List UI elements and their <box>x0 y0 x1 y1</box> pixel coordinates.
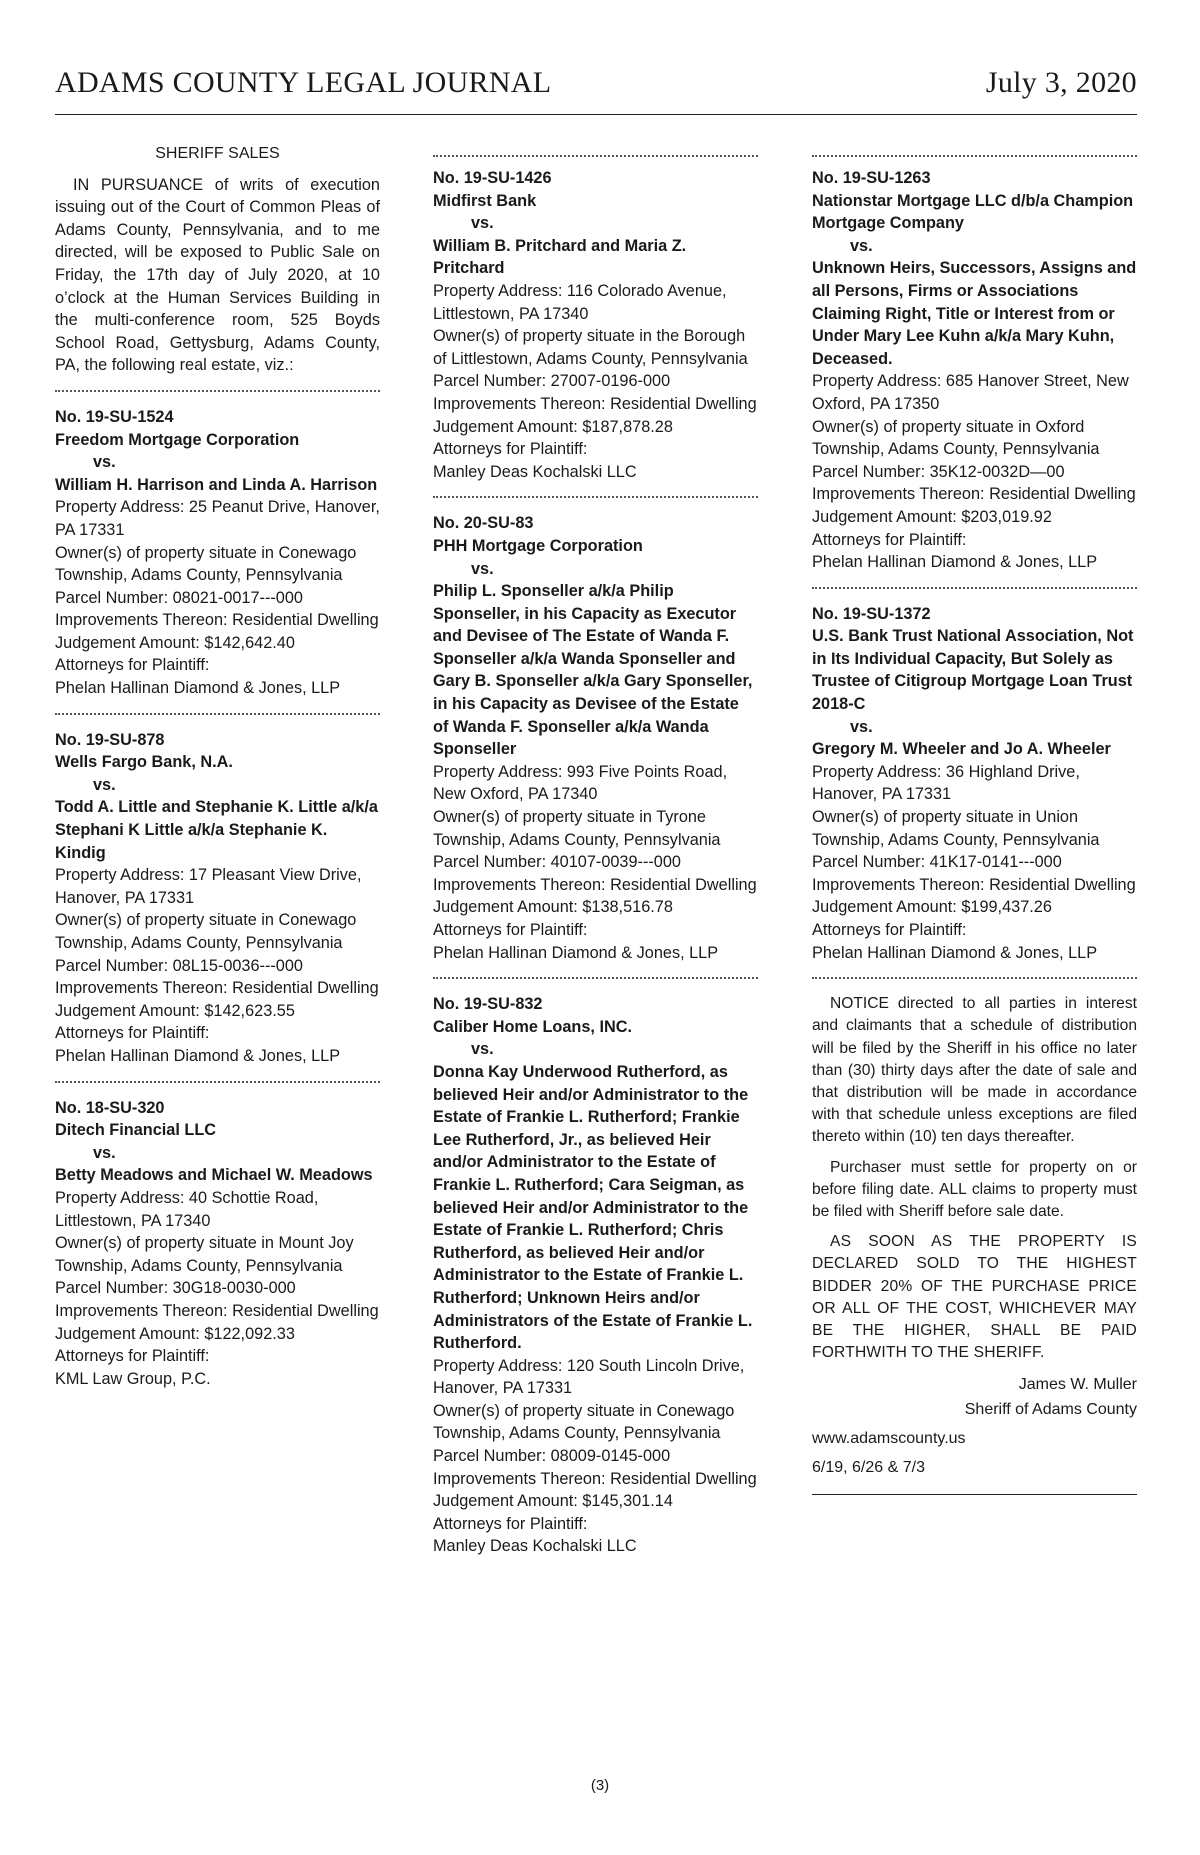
defendant: Gregory M. Wheeler and Jo A. Wheeler <box>812 740 1111 759</box>
case-number: No. 19-SU-832 <box>433 995 543 1014</box>
journal-title: ADAMS COUNTY LEGAL JOURNAL <box>55 66 552 99</box>
versus: vs. <box>93 775 116 794</box>
notice-settlement: Purchaser must settle for property on or before filing date. ALL claims to property must be filed with Sheriff before sale date. <box>812 1158 1137 1221</box>
judgement-amount: Judgement Amount: $142,623.55 <box>55 1001 295 1020</box>
versus: vs. <box>93 453 116 472</box>
plaintiff: Freedom Mortgage Corporation <box>55 430 300 449</box>
versus: vs. <box>850 236 873 255</box>
intro-paragraph: IN PURSUANCE of writs of execution issuing out of the Court of Common Pleas of Adams County, Pennsylvania, and to me directed, will be exposed to Public Sale on Friday, the 17th day of July 2020, at 10 o’clock at the Human Services Building in the multi-conference room, 525 Boyds School Road, Gettysburg, Adams County, PA, the following real estate, viz.: <box>55 175 380 375</box>
publication-dates: 6/19, 6/26 & 7/3 <box>812 1459 925 1477</box>
parcel-number: Parcel Number: 41K17-0141---000 <box>812 853 1062 872</box>
versus: vs. <box>850 717 873 736</box>
improvements: Improvements Thereon: Residential Dwelling <box>812 485 1136 504</box>
column-left <box>55 143 380 1390</box>
case-entry <box>433 993 758 1558</box>
attorneys: Manley Deas Kochalski LLC <box>433 462 637 481</box>
defendant: Todd A. Little and Stephanie K. Little a/k/a Stephani K Little a/k/a Stephanie K. Kindig <box>55 798 378 862</box>
parcel-number: Parcel Number: 40107-0039---000 <box>433 853 681 872</box>
property-address: Property Address: 36 Highland Drive, Hanover, PA 17331 <box>812 762 1080 804</box>
dotted-divider <box>55 390 380 392</box>
attorneys: Phelan Hallinan Diamond & Jones, LLP <box>55 679 341 698</box>
attorneys: KML Law Group, P.C. <box>55 1369 211 1388</box>
attorneys-label: Attorneys for Plaintiff: <box>55 1024 210 1043</box>
parcel-number: Parcel Number: 30G18-0030-000 <box>55 1279 296 1298</box>
attorneys: Phelan Hallinan Diamond & Jones, LLP <box>812 943 1098 962</box>
case-entry <box>55 406 380 700</box>
versus: vs. <box>93 1143 116 1162</box>
defendant: Philip L. Sponseller a/k/a Philip Sponseller, in his Capacity as Executor and Devisee of The Estate of Wanda F. Sponseller a/k/a Wanda Sponseller and Gary B. Sponseller a/k/a Gary Sponseller, in his Capacity as Devisee of the Estate of Wanda F. Sponseller a/k/a Wanda Sponseller <box>433 582 753 759</box>
property-address: Property Address: 17 Pleasant View Drive, Hanover, PA 17331 <box>55 866 362 907</box>
plaintiff: Nationstar Mortgage LLC d/b/a Champion Mortgage Company <box>812 191 1134 233</box>
attorneys: Phelan Hallinan Diamond & Jones, LLP <box>812 553 1098 572</box>
judgement-amount: Judgement Amount: $122,092.33 <box>55 1324 295 1343</box>
case-entry <box>433 512 758 964</box>
attorneys-label: Attorneys for Plaintiff: <box>433 440 588 459</box>
improvements: Improvements Thereon: Residential Dwelling <box>433 394 757 413</box>
versus: vs. <box>471 1040 494 1059</box>
versus: vs. <box>471 559 494 578</box>
plaintiff: Midfirst Bank <box>433 191 537 210</box>
plaintiff: Wells Fargo Bank, N.A. <box>55 753 233 772</box>
owner-situate: Owner(s) of property situate in Conewago Township, Adams County, Pennsylvania <box>55 543 357 585</box>
notice-distribution: NOTICE directed to all parties in interest and claimants that a schedule of distribution will be filed by the Sheriff in his office no later than (30) thirty days after the date of sale and that distribution will be made in accordance with that schedule unless exceptions are filed thereto within (10) ten days thereafter. <box>812 995 1137 1146</box>
defendant: Unknown Heirs, Successors, Assigns and all Persons, Firms or Associations Claiming Right, Title or Interest from or Under Mary Lee Kuhn a/k/a Mary Kuhn, Deceased. <box>812 259 1137 368</box>
attorneys: Phelan Hallinan Diamond & Jones, LLP <box>55 1046 341 1065</box>
owner-situate: Owner(s) of property situate in Conewago Township, Adams County, Pennsylvania <box>55 911 357 952</box>
sheriff-title: Sheriff of Adams County <box>964 1401 1137 1419</box>
property-address: Property Address: 993 Five Points Road, New Oxford, PA 17340 <box>433 762 728 804</box>
notice-payment: AS SOON AS THE PROPERTY IS DECLARED SOLD TO THE HIGHEST BIDDER 20% OF THE PURCHASE PRICE OR ALL OF THE COST, WHICHEVER MAY BE THE HIGHER, SHALL BE PAID FORTHWITH TO THE SHERIFF. <box>812 1233 1137 1362</box>
case-number: No. 19-SU-1426 <box>433 169 552 187</box>
improvements: Improvements Thereon: Residential Dwelling <box>55 1301 379 1320</box>
dotted-divider <box>55 1081 380 1083</box>
improvements: Improvements Thereon: Residential Dwelling <box>433 875 757 894</box>
case-entry <box>433 167 758 483</box>
owner-situate: Owner(s) of property situate in Conewago Township, Adams County, Pennsylvania <box>433 1401 735 1443</box>
case-entry <box>55 729 380 1068</box>
attorneys-label: Attorneys for Plaintiff: <box>812 921 967 939</box>
dotted-divider <box>433 977 758 979</box>
attorneys-label: Attorneys for Plaintiff: <box>55 656 210 675</box>
plaintiff: Ditech Financial LLC <box>55 1121 217 1140</box>
parcel-number: Parcel Number: 08L15-0036---000 <box>55 956 303 975</box>
defendant: Donna Kay Underwood Rutherford, as believed Heir and/or Administrator to the Estate of Frankie L. Rutherford; Frankie Lee Rutherford, Jr., as believed Heir and/or Administrator to the Estate of Frankie L. Rutherford; Cara Seigman, as believed Heir and/or Administrator to the Estate of Frankie L. Rutherford; Chris Rutherford, as believed Heir and/or Administrator to the Estate of Frankie L. Rutherford; Unknown Heirs and/or Administrators of the Estate of Frankie L. Rutherford. <box>433 1062 753 1353</box>
defendant: William H. Harrison and Linda A. Harrison <box>55 475 378 494</box>
property-address: Property Address: 116 Colorado Avenue, Littlestown, PA 17340 <box>433 281 727 323</box>
case-number: No. 19-SU-1524 <box>55 407 174 426</box>
attorneys-label: Attorneys for Plaintiff: <box>55 1347 210 1366</box>
judgement-amount: Judgement Amount: $138,516.78 <box>433 898 673 917</box>
improvements: Improvements Thereon: Residential Dwelling <box>55 611 379 630</box>
case-number: No. 19-SU-1372 <box>812 604 931 623</box>
judgement-amount: Judgement Amount: $187,878.28 <box>433 417 673 436</box>
property-address: Property Address: 25 Peanut Drive, Hanover, PA 17331 <box>55 498 380 539</box>
dotted-divider <box>812 977 1137 979</box>
judgement-amount: Judgement Amount: $145,301.14 <box>433 1492 673 1511</box>
property-address: Property Address: 685 Hanover Street, New Oxford, PA 17350 <box>812 372 1129 413</box>
signature-block <box>812 1372 1137 1422</box>
case-number: No. 19-SU-1263 <box>812 169 931 187</box>
dotted-divider <box>433 155 758 157</box>
website: www.adamscounty.us <box>812 1430 966 1448</box>
judgement-amount: Judgement Amount: $199,437.26 <box>812 898 1052 917</box>
improvements: Improvements Thereon: Residential Dwelling <box>812 875 1136 894</box>
column-middle <box>433 155 758 1558</box>
column-right <box>812 155 1137 1495</box>
plaintiff: PHH Mortgage Corporation <box>433 536 643 555</box>
attorneys-label: Attorneys for Plaintiff: <box>812 530 967 549</box>
defendant: Betty Meadows and Michael W. Meadows <box>55 1166 373 1185</box>
judgement-amount: Judgement Amount: $142,642.40 <box>55 633 295 652</box>
owner-situate: Owner(s) of property situate in the Borough of Littlestown, Adams County, Pennsylvania <box>433 327 748 368</box>
case-entry <box>55 1097 380 1391</box>
versus: vs. <box>471 214 494 233</box>
attorneys: Phelan Hallinan Diamond & Jones, LLP <box>433 943 719 962</box>
judgement-amount: Judgement Amount: $203,019.92 <box>812 507 1052 526</box>
improvements: Improvements Thereon: Residential Dwelling <box>55 979 379 998</box>
case-number: No. 18-SU-320 <box>55 1098 165 1117</box>
attorneys-label: Attorneys for Plaintiff: <box>433 1514 588 1533</box>
owner-situate: Owner(s) of property situate in Union Township, Adams County, Pennsylvania <box>812 808 1100 849</box>
section-title: SHERIFF SALES <box>155 145 280 162</box>
plaintiff: U.S. Bank Trust National Association, Not in Its Individual Capacity, But Solely as Trustee of Citigroup Mortgage Loan Trust 2018-C <box>812 627 1134 714</box>
improvements: Improvements Thereon: Residential Dwelling <box>433 1469 757 1488</box>
case-number: No. 20-SU-83 <box>433 514 534 533</box>
parcel-number: Parcel Number: 27007-0196-000 <box>433 372 671 391</box>
page-number: (3) <box>590 1777 610 1794</box>
sale-notice <box>812 993 1137 1364</box>
dotted-divider <box>812 155 1137 157</box>
defendant: William B. Pritchard and Maria Z. Pritchard <box>433 236 687 278</box>
parcel-number: Parcel Number: 08021-0017---000 <box>55 588 303 607</box>
dotted-divider <box>55 713 380 715</box>
case-entry <box>812 603 1137 965</box>
owner-situate: Owner(s) of property situate in Mount Joy Township, Adams County, Pennsylvania <box>55 1234 354 1275</box>
owner-situate: Owner(s) of property situate in Oxford Township, Adams County, Pennsylvania <box>812 417 1100 459</box>
end-rule <box>812 1494 1137 1495</box>
property-address: Property Address: 40 Schottie Road, Littlestown, PA 17340 <box>55 1188 319 1230</box>
plaintiff: Caliber Home Loans, INC. <box>433 1017 633 1036</box>
attorneys: Manley Deas Kochalski LLC <box>433 1537 637 1556</box>
parcel-number: Parcel Number: 08009-0145-000 <box>433 1447 671 1466</box>
owner-situate: Owner(s) of property situate in Tyrone Township, Adams County, Pennsylvania <box>433 808 721 849</box>
journal-header <box>55 66 1137 115</box>
issue-date: July 3, 2020 <box>985 66 1137 99</box>
sheriff-name: James W. Muller <box>1018 1376 1137 1394</box>
case-number: No. 19-SU-878 <box>55 730 165 749</box>
attorneys-label: Attorneys for Plaintiff: <box>433 921 588 939</box>
dotted-divider <box>433 496 758 498</box>
property-address: Property Address: 120 South Lincoln Drive, Hanover, PA 17331 <box>433 1356 745 1398</box>
case-entry <box>812 167 1137 574</box>
parcel-number: Parcel Number: 35K12-0032D—00 <box>812 462 1065 481</box>
dotted-divider <box>812 587 1137 589</box>
